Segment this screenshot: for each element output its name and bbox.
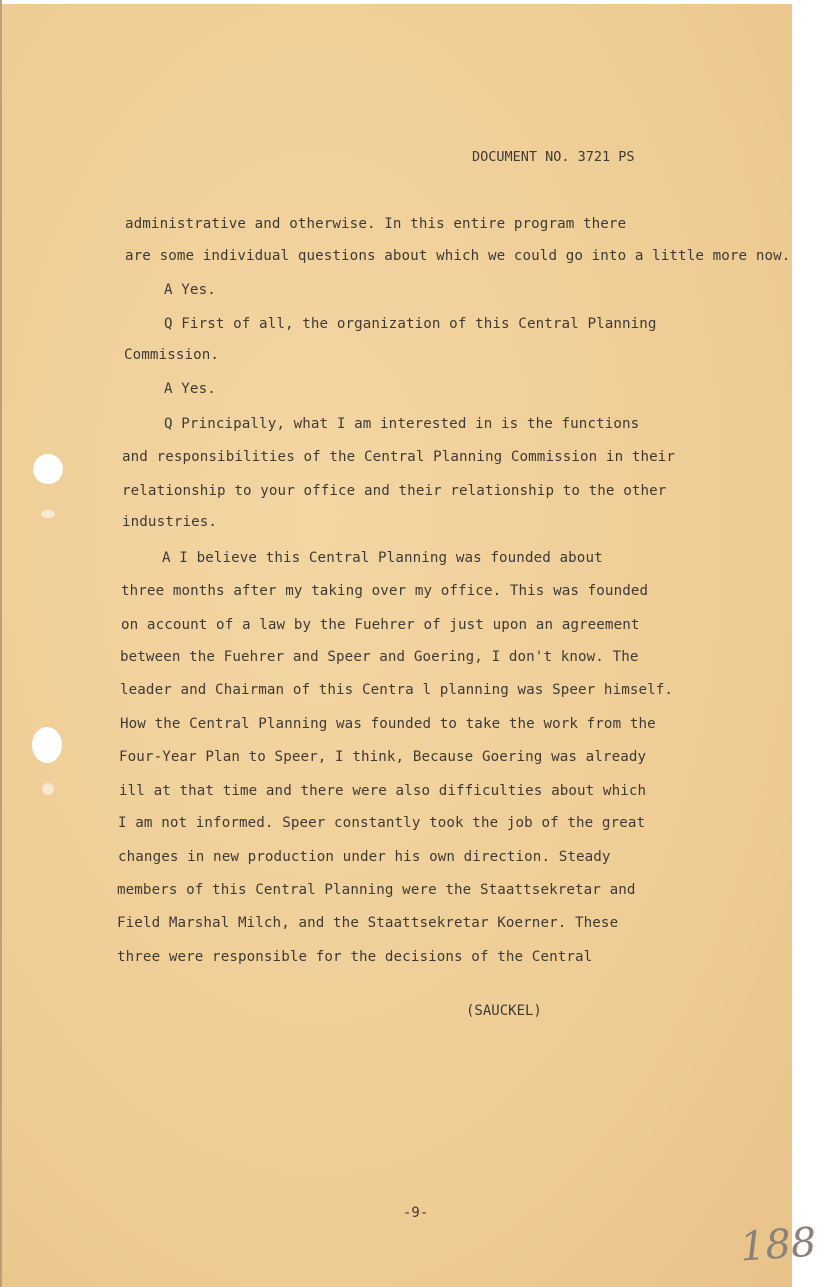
document-number: DOCUMENT NO. 3721 PS bbox=[472, 149, 635, 165]
text-line: A Yes. bbox=[164, 282, 216, 298]
text-line: between the Fuehrer and Speer and Goering, I don't know. The bbox=[120, 649, 639, 665]
punch-hole-top bbox=[33, 454, 63, 484]
handwritten-page-number: 188 bbox=[738, 1219, 818, 1271]
text-line: A Yes. bbox=[164, 381, 216, 397]
page-top-edge bbox=[0, 0, 792, 4]
text-line: administrative and otherwise. In this entire program there bbox=[125, 216, 627, 232]
text-line: on account of a law by the Fuehrer of just upon an agreement bbox=[121, 617, 640, 633]
text-line: Field Marshal Milch, and the Staattsekretar Koerner. These bbox=[117, 915, 619, 931]
text-line: leader and Chairman of this Centra l planning was Speer himself. bbox=[120, 682, 674, 698]
text-line: How the Central Planning was founded to take the work from the bbox=[120, 716, 656, 732]
page-left-edge bbox=[0, 0, 2, 1287]
text-line: Q Principally, what I am interested in is the functions bbox=[164, 416, 640, 432]
text-line: are some individual questions about which we could go into a little more now. bbox=[125, 248, 791, 264]
text-line: Q First of all, the organization of this Central Planning bbox=[164, 316, 657, 332]
text-line: industries. bbox=[122, 514, 218, 530]
text-line: Four-Year Plan to Speer, I think, Because Goering was already bbox=[119, 749, 647, 765]
punch-hole-bottom bbox=[32, 727, 62, 763]
paper-smudge bbox=[42, 783, 54, 795]
text-line: A I believe this Central Planning was founded about bbox=[162, 550, 603, 566]
text-line: members of this Central Planning were the Staattsekretar and bbox=[117, 882, 636, 898]
text-line: Commission. bbox=[124, 347, 220, 363]
text-line: three were responsible for the decisions of the Central bbox=[117, 949, 593, 965]
text-line: changes in new production under his own direction. Steady bbox=[118, 849, 611, 865]
page-number: -9- bbox=[403, 1205, 429, 1221]
text-line: ill at that time and there were also difficulties about which bbox=[119, 783, 647, 799]
text-line: relationship to your office and their relationship to the other bbox=[122, 483, 667, 499]
paper-smudge bbox=[41, 510, 55, 518]
text-line: I am not informed. Speer constantly took the job of the great bbox=[118, 815, 646, 831]
text-line: three months after my taking over my office. This was founded bbox=[121, 583, 649, 599]
signature-name: (SAUCKEL) bbox=[466, 1003, 542, 1019]
text-line: and responsibilities of the Central Planning Commission in their bbox=[122, 449, 676, 465]
